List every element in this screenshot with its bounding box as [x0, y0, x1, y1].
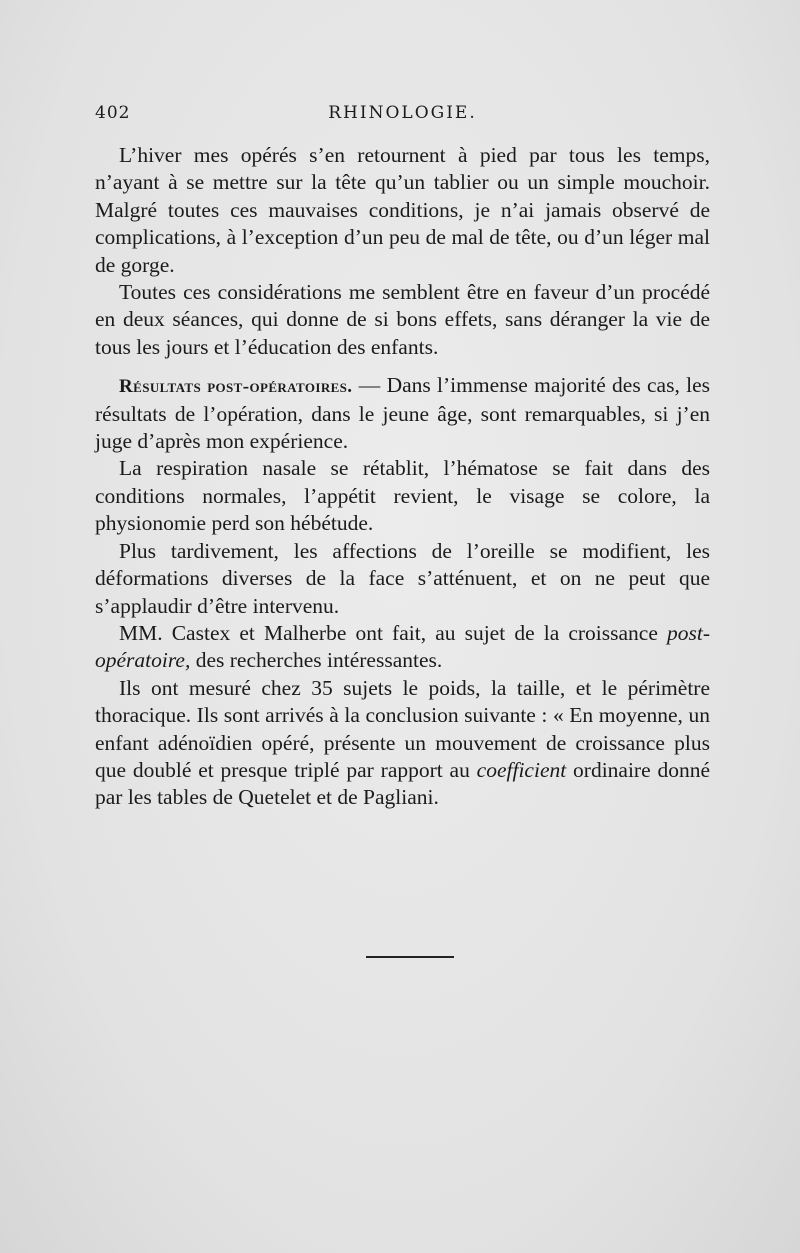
paragraph-6 [95, 620, 710, 675]
paragraph-6-text-a: MM. Castex et Malherbe ont fait, au sujet de la croissance [119, 620, 667, 645]
paragraph-5: Plus tardivement, les affections de l’oreille se modifient, les déformations diverses de la face s’atténuent, et on ne peut que s’applaudir d’être intervenu. [95, 538, 710, 618]
section-end-rule [366, 956, 454, 958]
paragraph-6-text-b: des recherches intéressantes. [190, 648, 443, 673]
paragraph-3-text: — Dans l’immense majorité des cas, les résultats de l’opération, dans le jeune âge, sont remarquables, si j’en juge d’après mon expérience. [95, 373, 711, 454]
section-heading: Résultats post-opératoires. [119, 376, 353, 398]
paragraph-4: La respiration nasale se rétablit, l’hématose se fait dans des conditions normales, l’appétit revient, le visage se colore, la physionomie perd son hébétude. [95, 456, 710, 536]
paragraph-1: L’hiver mes opérés s’en retournent à pied par tous les temps, n’ayant à se mettre sur la tête qu’un tablier ou un simple mouchoir. Malgré toutes ces mauvaises conditions, je n’ai jamais observé de complications, à l’exception d’un peu de mal de tête, ou d’un léger mal de gorge. [95, 143, 710, 277]
paragraph-7 [95, 675, 710, 812]
page-number: 402 [95, 103, 131, 123]
paragraph-7-text-a: Ils ont mesuré chez 35 sujets le poids, la taille, et le périmètre thoracique. Ils sont arrivés à la conclusion suivante : « En moyenne, un enfant adénoïdien opéré, présente un mouvement de croissance plus que doublé et presque triplé par rapport au [95, 675, 710, 782]
paragraph-3 [95, 372, 710, 455]
page-header [95, 103, 710, 129]
italic-term: post-opératoire, [95, 620, 710, 673]
paragraph-7-text-b: ordinaire donné par les tables de Quetelet et de Pagliani. [95, 757, 710, 810]
italic-coefficient: coefficient [476, 757, 567, 782]
running-title: RHINOLOGIE. [328, 103, 477, 123]
paragraph-2: Toutes ces considérations me semblent être en faveur d’un procédé en deux séances, qui donne de si bons effets, sans déranger la vie de tous les jours et l’éducation des enfants. [95, 280, 710, 359]
body-text [95, 142, 710, 812]
